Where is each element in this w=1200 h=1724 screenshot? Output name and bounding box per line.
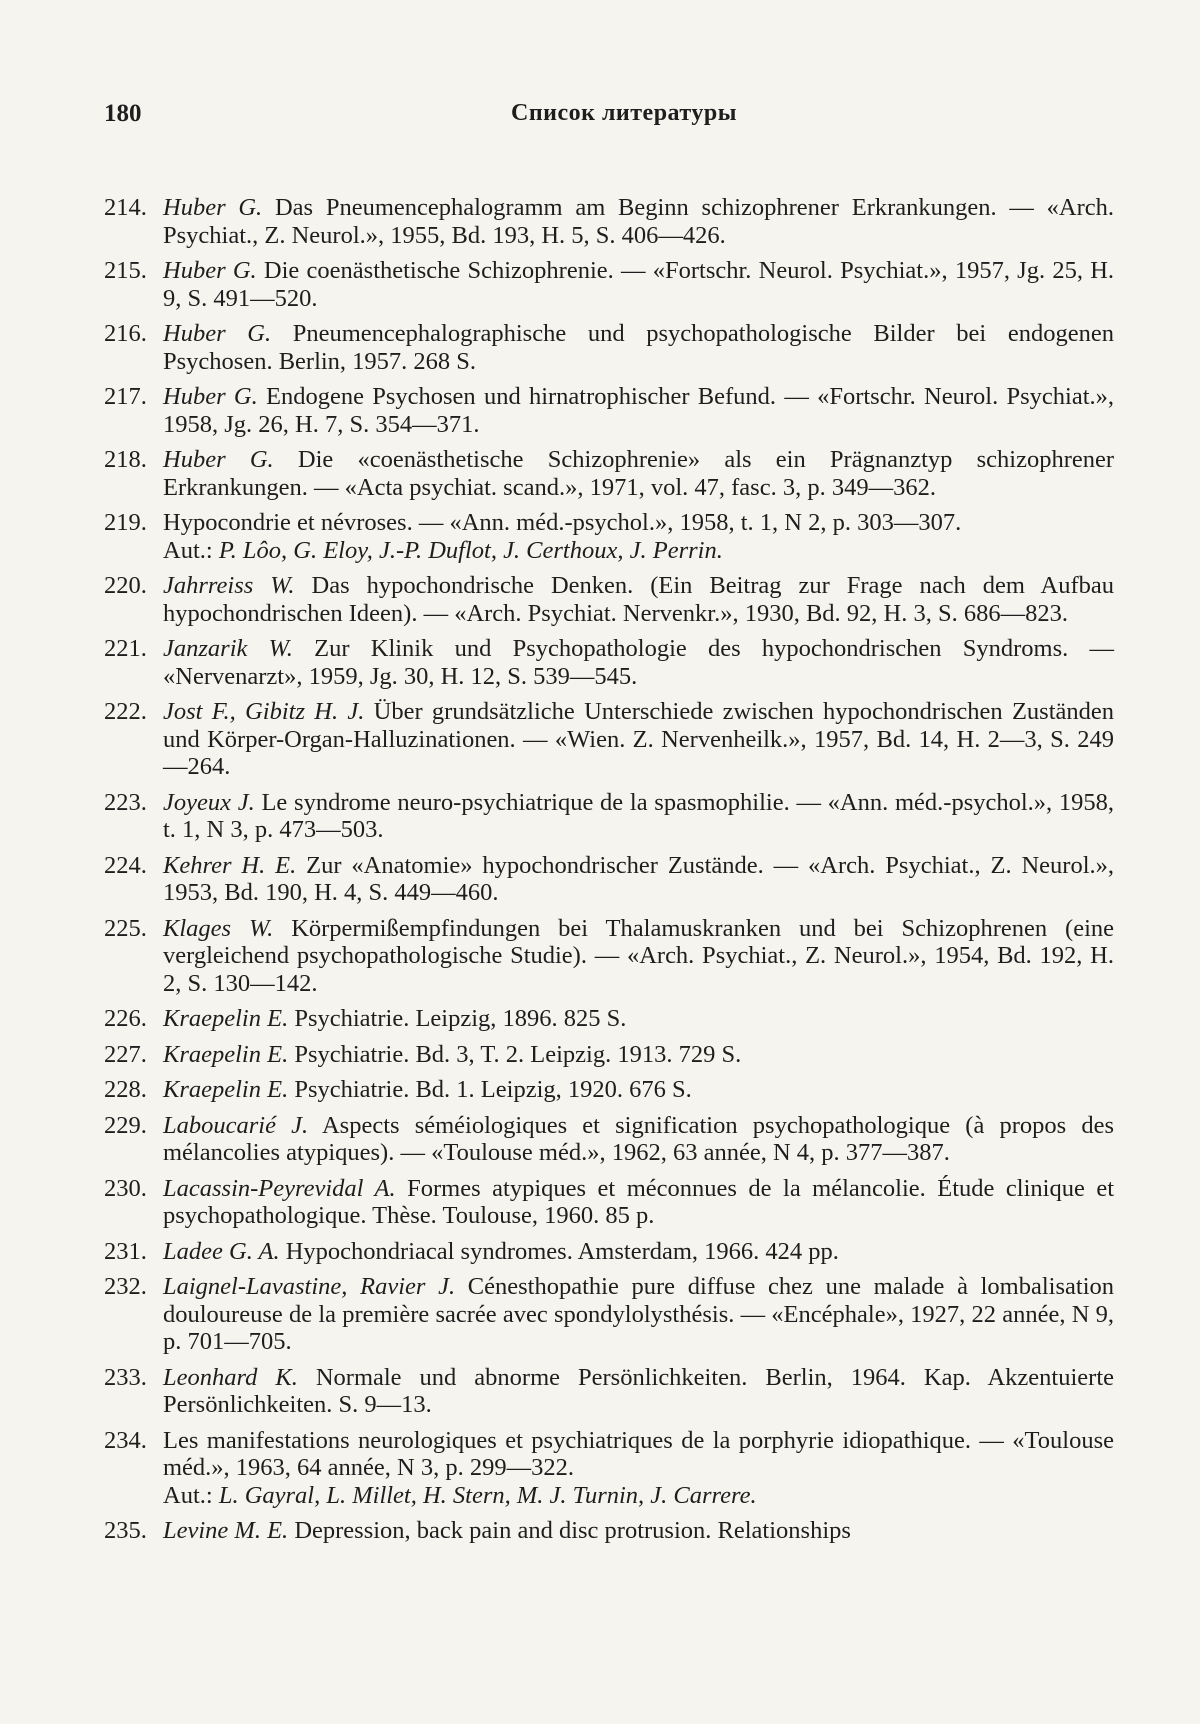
reference-author: Huber G. [163,320,272,347]
reference-body [163,1364,1114,1419]
reference-item [104,1005,1114,1033]
reference-author: Huber G. [163,257,257,284]
reference-text: Zur Klinik und Psychopathologie des hypochondrischen Syndroms. — «Nervenarzt», 1959, Jg. 30, H. 12, S. 539—545. [163,635,1114,690]
reference-number: 234. [104,1426,147,1454]
running-title: Список литературы [511,100,737,126]
reference-text: Die coenästhetische Schizophrenie. — «Fortschr. Neurol. Psychiat.», 1957, Jg. 25, H. 9, S. 491—520. [163,257,1115,312]
reference-item [104,194,1114,249]
reference-number: 219. [104,509,147,536]
reference-number: 223. [104,788,147,816]
reference-body [163,1041,1114,1069]
reference-author: Huber G. [163,383,258,410]
reference-number: 232. [104,1273,147,1300]
reference-item [104,572,1114,627]
reference-author: Laignel-Lavastine, Ravier J. [163,1273,456,1300]
reference-text: Psychiatrie. Bd. 3, T. 2. Leipzig. 1913. 729 S. [294,1040,742,1068]
reference-item [104,1076,1114,1104]
reference-body [163,1005,1114,1033]
reference-author: Jost F., Gibitz H. J. [163,698,365,725]
reference-list [104,194,1114,1545]
reference-number: 233. [104,1363,147,1391]
reference-item [104,1273,1114,1356]
reference-author: Kraepelin E. [163,1040,289,1068]
reference-body [163,1238,1114,1266]
reference-number: 235. [104,1517,147,1544]
reference-item [104,257,1114,312]
reference-number: 222. [104,698,147,725]
reference-body [163,446,1114,501]
reference-number: 214. [104,194,147,221]
reference-text: Das Pneumencephalogramm am Beginn schizophrener Erkrankungen. — «Arch. Psychiat., Z. Neurol.», 1955, Bd. 193, H. 5, S. 406—426. [163,194,1115,249]
reference-author: Jahrreiss W. [163,572,295,599]
reference-author: Laboucarié J. [163,1111,309,1139]
reference-text: Formes atypiques et méconnues de la mélancolie. Étude clinique et psychopathologique. Thèse. Toulouse, 1960. 85 p. [163,1174,1115,1229]
reference-text: Zur «Anatomie» hypochondrischer Zustände. — «Arch. Psychiat., Z. Neurol.», 1953, Bd. 190, H. 4, S. 449—460. [163,851,1115,906]
reference-body [163,257,1114,312]
reference-item [104,446,1114,501]
reference-co-authors [163,537,1114,565]
reference-text: Körpermißempfindungen bei Thalamuskranken und bei Schizophrenen (eine vergleichend psychopathologische Studie). — «Arch. Psychiat., Z. Neurol.», 1954, Bd. 192, H. 2, S. 130—142. [163,914,1115,997]
page-header [104,100,1114,140]
reference-body [163,635,1114,690]
reference-number: 226. [104,1005,147,1032]
reference-number: 218. [104,446,147,473]
reference-item [104,509,1114,564]
reference-author: Ladee G. A. [163,1237,280,1265]
reference-body [163,1112,1114,1167]
page-number: 180 [104,100,142,127]
reference-body [163,1427,1114,1510]
reference-item [104,320,1114,375]
reference-number: 227. [104,1040,147,1068]
reference-author: Kehrer H. E. [163,851,297,879]
reference-number: 228. [104,1076,147,1103]
reference-author: Janzarik W. [163,635,293,662]
reference-text: Aspects séméiologiques et signification psychopathologique (à propos des mélancolies atypiques). — «Toulouse méd.», 1962, 63 année, N 4, p. 377—387. [163,1111,1115,1166]
reference-text: Psychiatrie. Leipzig, 1896. 825 S. [294,1005,627,1032]
reference-text: Endogene Psychosen und hirnatrophischer Befund. — «Fortschr. Neurol. Psychiat.», 1958, Jg. 26, H. 7, S. 354—371. [163,383,1115,438]
reference-author: Klages W. [163,914,274,942]
reference-number: 220. [104,572,147,599]
reference-number: 231. [104,1237,147,1265]
reference-body [163,572,1114,627]
co-authors-label: Aut.: [163,1481,213,1509]
reference-body [163,852,1114,907]
reference-text: Über grundsätzliche Unterschiede zwischen hypochondrischen Zuständen und Körper-Organ-Halluzinationen. — «Wien. Z. Nervenheilk.», 1957, Bd. 14, H. 2—3, S. 249—264. [163,698,1115,780]
reference-text: Hypocondrie et névroses. — «Ann. méd.-psychol.», 1958, t. 1, N 2, p. 303—307. [163,509,962,536]
reference-number: 215. [104,257,147,284]
reference-item [104,852,1114,907]
reference-text: Le syndrome neuro-psychiatrique de la spasmophilie. — «Ann. méd.-psychol.», 1958, t. 1, N 3, p. 473—503. [163,788,1115,843]
reference-author: Lacassin-Peyrevidal A. [163,1174,396,1202]
reference-text: Die «coenästhetische Schizophrenie» als ein Prägnanztyp schizophrener Erkrankungen. — «Acta psychiat. scand.», 1971, vol. 47, fasc. 3, p. 349—362. [163,446,1115,501]
reference-co-authors [163,1482,1114,1510]
reference-text: Depression, back pain and disc protrusion. Relationships [294,1517,851,1544]
reference-author: Leonhard K. [163,1363,298,1391]
reference-body [163,1175,1114,1230]
reference-body [163,509,1114,564]
reference-body [163,1517,1114,1545]
reference-number: 216. [104,320,147,347]
reference-body [163,698,1114,781]
reference-item [104,1175,1114,1230]
reference-number: 224. [104,851,147,879]
reference-text: Pneumencephalographische und psychopathologische Bilder bei endogenen Psychosen. Berlin, 1957. 268 S. [163,320,1115,375]
reference-text: Psychiatrie. Bd. 1. Leipzig, 1920. 676 S. [294,1076,692,1103]
reference-item [104,1041,1114,1069]
reference-item [104,635,1114,690]
reference-body [163,320,1114,375]
reference-body [163,1273,1114,1356]
reference-text: Hypochondriacal syndromes. Amsterdam, 1966. 424 pp. [285,1237,839,1265]
reference-item [104,1364,1114,1419]
reference-item [104,1427,1114,1510]
reference-item [104,1112,1114,1167]
reference-number: 229. [104,1111,147,1139]
reference-number: 221. [104,635,147,662]
reference-item [104,383,1114,438]
reference-item [104,789,1114,844]
reference-author: Huber G. [163,194,263,221]
reference-item [104,1238,1114,1266]
reference-author: Joyeux J. [163,788,255,816]
reference-author: Huber G. [163,446,274,473]
reference-number: 225. [104,914,147,942]
reference-text: Les manifestations neurologiques et psychiatriques de la porphyrie idiopathique. — «Toulouse méd.», 1963, 64 année, N 3, p. 299—322. [163,1426,1114,1481]
reference-body [163,1076,1114,1104]
reference-number: 230. [104,1174,147,1202]
reference-body [163,194,1114,249]
co-authors-names: P. Lôo, G. Eloy, J.-P. Duflot, J. Certhoux, J. Perrin. [218,536,723,564]
reference-item [104,698,1114,781]
reference-author: Kraepelin E. [163,1076,289,1103]
reference-text: Cénesthopathie pure diffuse chez une malade à lombalisation douloureuse de la première sacrée avec spondylolysthésis. — «Encéphale», 1927, 22 année, N 9, p. 701—705. [163,1273,1114,1355]
reference-author: Kraepelin E. [163,1005,289,1032]
reference-text: Das hypochondrische Denken. (Ein Beitrag zur Frage nach dem Aufbau hypochondrischen Ideen). — «Arch. Psychiat. Nervenkr.», 1930, Bd. 92, H. 3, S. 686—823. [163,572,1114,627]
reference-body [163,383,1114,438]
reference-text: Normale und abnorme Persönlichkeiten. Berlin, 1964. Kap. Akzentuierte Persönlichkeiten. S. 9—13. [163,1363,1115,1418]
reference-number: 217. [104,383,147,410]
reference-item [104,915,1114,998]
reference-body [163,915,1114,998]
co-authors-label: Aut.: [163,536,213,564]
reference-author: Levine M. E. [163,1517,289,1544]
co-authors-names: L. Gayral, L. Millet, H. Stern, M. J. Turnin, J. Carrere. [218,1481,757,1509]
reference-item [104,1517,1114,1545]
reference-body [163,789,1114,844]
